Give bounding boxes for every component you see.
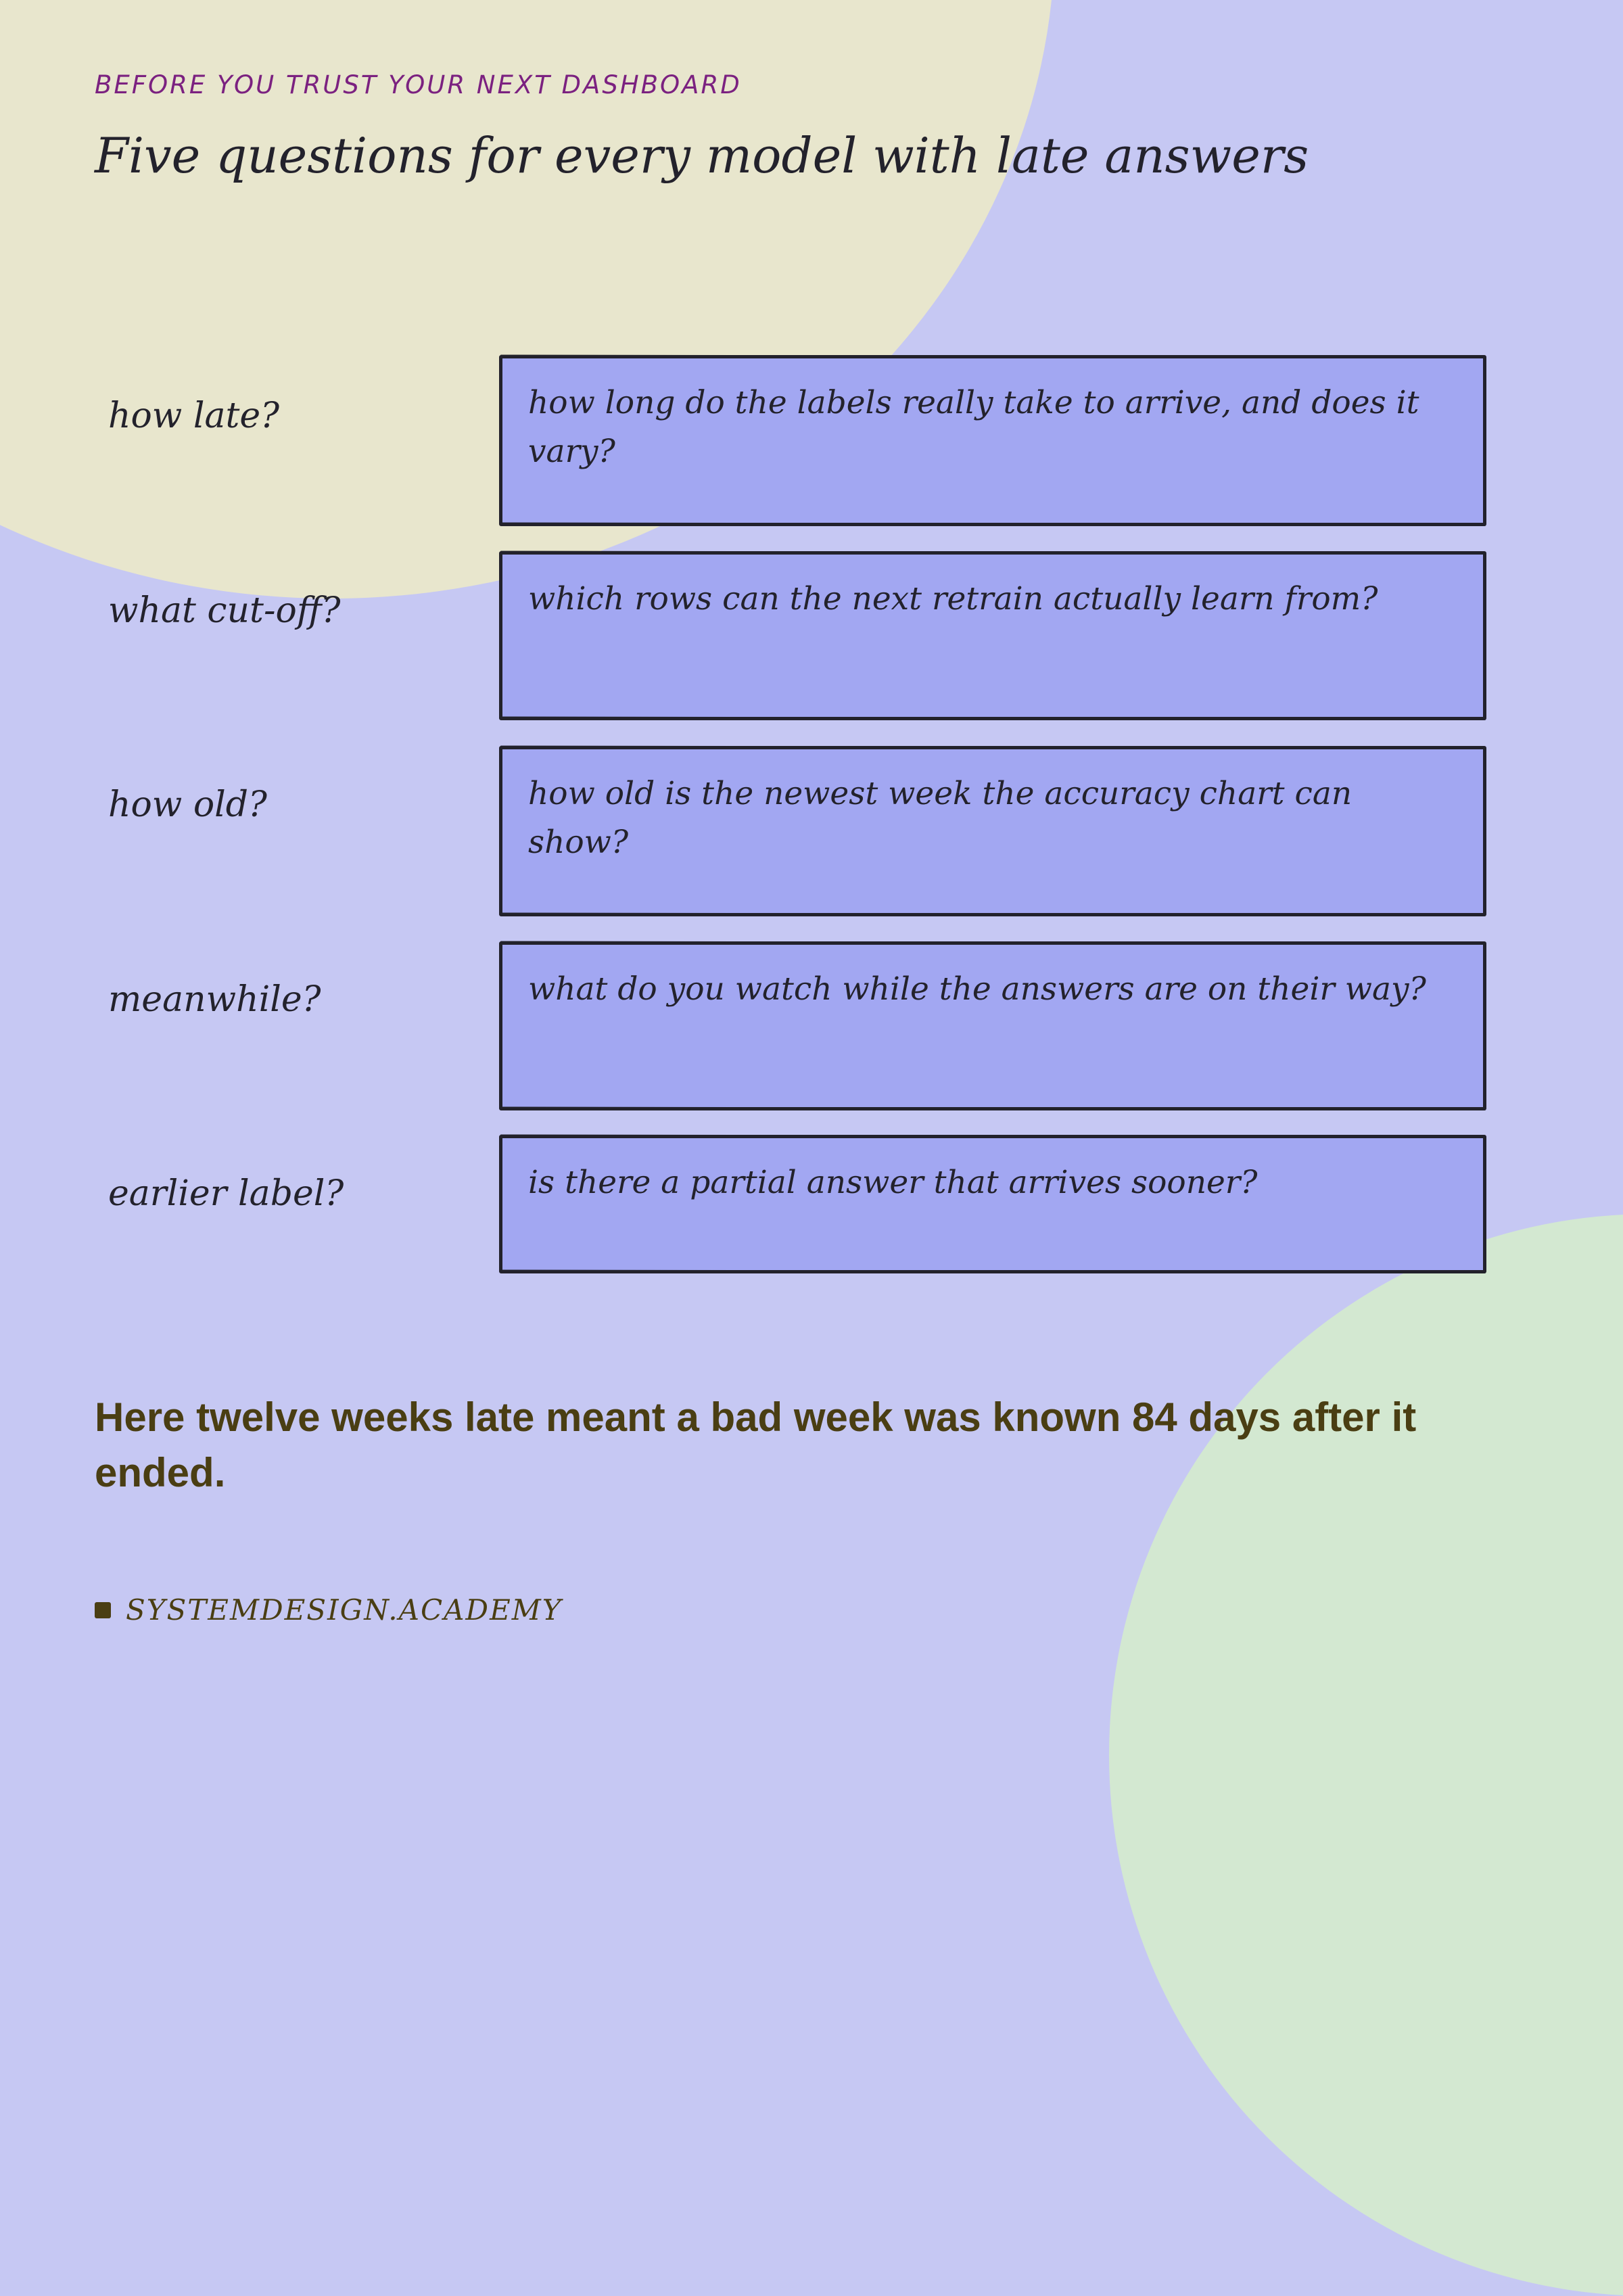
question-box bbox=[499, 355, 1486, 526]
question-text: how long do the labels really take to arrive, and does it vary? bbox=[528, 384, 1419, 470]
brand-name: SYSTEMDESIGN.ACADEMY bbox=[126, 1593, 563, 1626]
question-text: which rows can the next retrain actually learn from? bbox=[528, 580, 1378, 617]
question-box bbox=[499, 1135, 1486, 1273]
question-box bbox=[499, 551, 1486, 720]
question-text: what do you watch while the answers are on their way? bbox=[528, 970, 1426, 1008]
page-title: Five questions for every model with late answers bbox=[95, 127, 1309, 184]
kicker: BEFORE YOU TRUST YOUR NEXT DASHBOARD bbox=[95, 70, 742, 99]
question-text: how old is the newest week the accuracy chart can show? bbox=[528, 775, 1352, 861]
question-label: how late? bbox=[108, 396, 280, 436]
question-box bbox=[499, 746, 1486, 916]
question-label: earlier label? bbox=[108, 1173, 344, 1214]
question-label: meanwhile? bbox=[108, 979, 321, 1020]
takeaway-text: Here twelve weeks late meant a bad week was known 84 days after it ended. bbox=[95, 1395, 1417, 1495]
brand-footer bbox=[95, 1593, 562, 1626]
square-bullet-icon bbox=[95, 1602, 111, 1618]
question-box bbox=[499, 941, 1486, 1110]
question-label: how old? bbox=[108, 784, 267, 825]
question-label: what cut-off? bbox=[108, 590, 341, 631]
question-text: is there a partial answer that arrives sooner? bbox=[528, 1164, 1258, 1201]
